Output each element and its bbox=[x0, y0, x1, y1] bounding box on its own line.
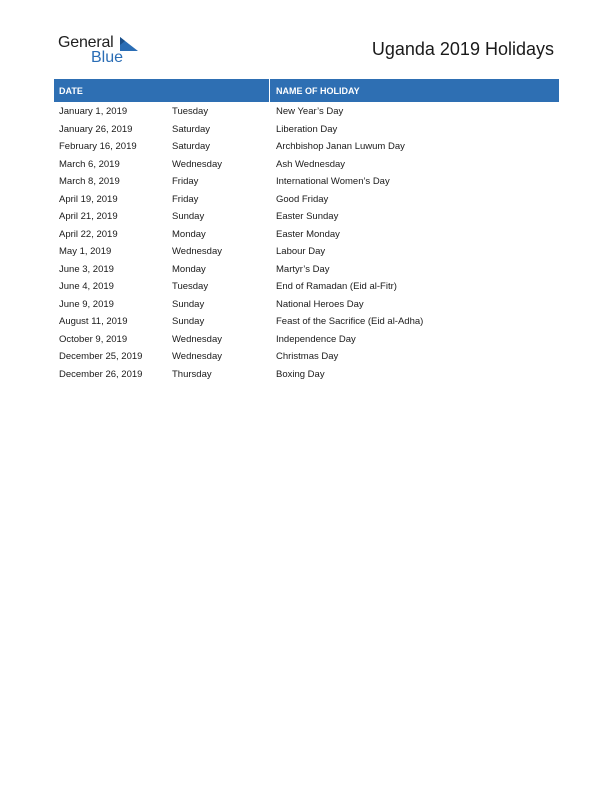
holiday-name: Easter Sunday bbox=[276, 211, 339, 222]
holiday-date: January 26, 2019 bbox=[59, 123, 133, 135]
holiday-name: Feast of the Sacrifice (Eid al-Adha) bbox=[276, 316, 424, 327]
holiday-name: Labour Day bbox=[276, 246, 326, 257]
holiday-name: End of Ramadan (Eid al-Fitr) bbox=[276, 281, 397, 292]
table-row bbox=[54, 313, 559, 331]
holiday-date: August 11, 2019 bbox=[59, 316, 128, 327]
holiday-weekday: Tuesday bbox=[172, 106, 209, 117]
holiday-name: New Year’s Day bbox=[276, 106, 344, 117]
holiday-name: Easter Monday bbox=[276, 228, 340, 240]
holiday-name: Martyr’s Day bbox=[276, 263, 330, 275]
table-body bbox=[54, 102, 559, 383]
holiday-date: February 16, 2019 bbox=[59, 141, 137, 152]
table-row bbox=[54, 191, 559, 209]
table-row bbox=[54, 226, 559, 244]
holiday-date: June 4, 2019 bbox=[59, 281, 114, 292]
column-header-holiday-name: NAME OF HOLIDAY bbox=[276, 85, 360, 96]
holiday-date: April 22, 2019 bbox=[59, 228, 118, 240]
holiday-name: National Heroes Day bbox=[276, 298, 364, 310]
holiday-weekday: Thursday bbox=[172, 368, 212, 380]
table-row bbox=[54, 156, 559, 174]
holiday-name: Liberation Day bbox=[276, 123, 338, 135]
holiday-weekday: Sunday bbox=[172, 211, 205, 222]
table-row bbox=[54, 348, 559, 366]
table-row bbox=[54, 121, 559, 139]
holiday-name: Ash Wednesday bbox=[276, 158, 346, 170]
header-divider bbox=[269, 79, 270, 102]
column-header-date: DATE bbox=[59, 85, 83, 96]
holiday-date: March 6, 2019 bbox=[59, 158, 120, 170]
table-row bbox=[54, 261, 559, 279]
table-row bbox=[54, 243, 559, 261]
holiday-date: April 19, 2019 bbox=[59, 193, 118, 205]
holiday-date: October 9, 2019 bbox=[59, 333, 128, 345]
holiday-weekday: Wednesday bbox=[172, 158, 222, 170]
holiday-name: International Women’s Day bbox=[276, 176, 390, 187]
holiday-name: Boxing Day bbox=[276, 368, 325, 380]
table-row bbox=[54, 208, 559, 226]
logo-word-blue: Blue bbox=[91, 49, 124, 66]
holiday-weekday: Saturday bbox=[172, 141, 211, 152]
table-row bbox=[54, 278, 559, 296]
holiday-weekday: Monday bbox=[172, 263, 206, 275]
holiday-date: December 25, 2019 bbox=[59, 351, 143, 362]
holidays-table bbox=[54, 79, 559, 383]
generalblue-logo bbox=[58, 34, 148, 68]
holiday-weekday: Wednesday bbox=[172, 333, 222, 345]
holiday-weekday: Wednesday bbox=[172, 246, 222, 257]
page-title: Uganda 2019 Holidays bbox=[371, 39, 554, 59]
holiday-weekday: Friday bbox=[172, 193, 199, 205]
logo-word-general: General bbox=[58, 34, 114, 51]
holiday-weekday: Tuesday bbox=[172, 281, 209, 292]
holiday-weekday: Wednesday bbox=[172, 351, 222, 362]
holiday-name: Archbishop Janan Luwum Day bbox=[276, 141, 405, 152]
holiday-date: January 1, 2019 bbox=[59, 106, 128, 117]
holiday-name: Independence Day bbox=[276, 333, 356, 345]
table-row bbox=[54, 138, 559, 156]
table-row bbox=[54, 173, 559, 191]
holiday-name: Good Friday bbox=[276, 193, 329, 205]
table-row bbox=[54, 103, 559, 121]
table-header bbox=[54, 79, 559, 102]
table-row bbox=[54, 296, 559, 314]
holiday-weekday: Friday bbox=[172, 176, 199, 187]
holiday-weekday: Saturday bbox=[172, 123, 211, 135]
holiday-name: Christmas Day bbox=[276, 351, 339, 362]
holiday-date: December 26, 2019 bbox=[59, 368, 143, 380]
holiday-date: May 1, 2019 bbox=[59, 246, 112, 257]
holiday-weekday: Sunday bbox=[172, 298, 205, 310]
holiday-date: June 9, 2019 bbox=[59, 298, 114, 310]
holiday-weekday: Sunday bbox=[172, 316, 205, 327]
holiday-weekday: Monday bbox=[172, 228, 206, 240]
holiday-date: April 21, 2019 bbox=[59, 211, 118, 222]
table-row bbox=[54, 366, 559, 384]
table-row bbox=[54, 331, 559, 349]
holiday-date: June 3, 2019 bbox=[59, 263, 114, 275]
holiday-date: March 8, 2019 bbox=[59, 176, 120, 187]
